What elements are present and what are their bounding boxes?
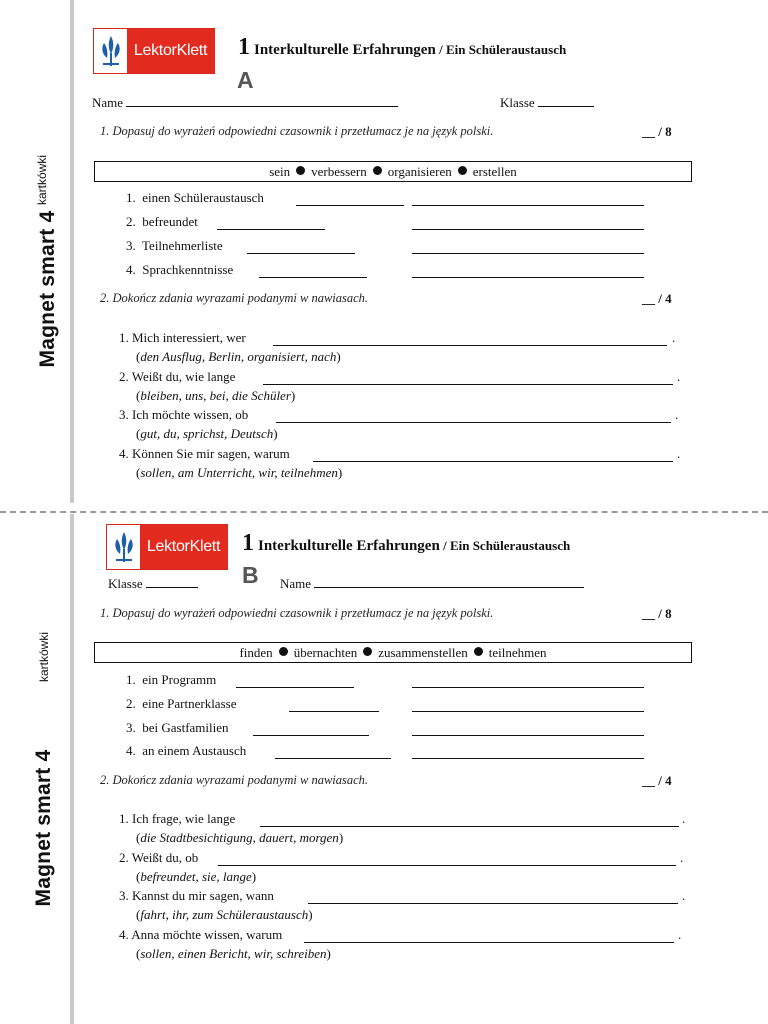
- task2-item: 1. Ich frage, wie lange: [119, 811, 236, 826]
- sentence-end: .: [682, 811, 686, 826]
- answer-blank[interactable]: [275, 758, 391, 759]
- class-blank[interactable]: [538, 95, 594, 107]
- sentence-end: .: [677, 369, 681, 384]
- margin-bar: [70, 514, 74, 1024]
- translation-blank[interactable]: [412, 205, 644, 206]
- publisher-logo: [106, 524, 228, 570]
- sentence-end: .: [675, 407, 679, 422]
- answer-blank[interactable]: [308, 903, 678, 904]
- word-hint: (bleiben, uns, bei, die Schüler): [136, 388, 296, 403]
- unit-subtitle: Ein Schüleraustausch: [449, 538, 571, 553]
- name-label: Name: [92, 95, 124, 110]
- bullet-icon: [363, 647, 372, 656]
- name-blank[interactable]: [314, 576, 584, 588]
- sentence-end: .: [680, 850, 684, 865]
- task1-item: 2. eine Partnerklasse: [126, 696, 237, 711]
- answer-blank[interactable]: [313, 461, 673, 462]
- class-field[interactable]: [108, 576, 198, 592]
- translation-blank[interactable]: [412, 229, 644, 230]
- word-option: verbessern: [311, 163, 367, 179]
- task2-instruction: 2. Dokończ zdania wyrazami podanymi w nawiasach.: [100, 291, 369, 305]
- answer-blank[interactable]: [253, 735, 369, 736]
- word-hint: (gut, du, sprichst, Deutsch): [136, 426, 278, 441]
- task1-item: 3. Teilnehmerliste: [126, 238, 223, 253]
- translation-blank[interactable]: [412, 253, 644, 254]
- series-title: Magnet smart 4: [36, 210, 59, 368]
- name-label: Name: [280, 576, 312, 591]
- bullet-icon: [474, 647, 483, 656]
- word-hint: (die Stadtbesichtigung, dauert, morgen): [136, 830, 344, 845]
- task2-points: __ / 4: [642, 291, 672, 306]
- publisher-logo: [93, 28, 215, 74]
- unit-title: Interkulturelle Erfahrungen: [254, 42, 436, 58]
- page-title: [242, 530, 570, 557]
- version-letter: B: [242, 562, 259, 588]
- sentence-end: .: [677, 446, 681, 461]
- task2-item: 1. Mich interessiert, wer: [119, 330, 246, 345]
- unit-number: 1: [242, 530, 254, 556]
- logo-text: LektorKlett: [127, 29, 214, 73]
- series-title: Magnet smart 4: [32, 749, 55, 907]
- task1-item: 4. Sprachkenntnisse: [126, 262, 234, 277]
- series-type: kartkówki: [35, 155, 49, 206]
- word-option: übernachten: [293, 644, 358, 660]
- task2-instruction: 2. Dokończ zdania wyrazami podanymi w nawiasach.: [100, 773, 369, 787]
- bullet-icon: [296, 166, 305, 175]
- word-hint: (fahrt, ihr, zum Schüleraustausch): [136, 907, 313, 922]
- word-box: [94, 642, 692, 663]
- answer-blank[interactable]: [296, 205, 404, 206]
- version-letter: A: [237, 67, 254, 93]
- answer-blank[interactable]: [276, 422, 671, 423]
- task1-points: __ / 8: [642, 606, 672, 621]
- translation-blank[interactable]: [412, 735, 644, 736]
- unit-subtitle: Ein Schüleraustausch: [445, 42, 567, 57]
- answer-blank[interactable]: [273, 345, 667, 346]
- name-field[interactable]: [280, 576, 584, 592]
- task1-item: 1. einen Schüleraustausch: [126, 190, 264, 205]
- answer-blank[interactable]: [247, 253, 355, 254]
- sentence-end: .: [682, 888, 686, 903]
- word-hint: (sollen, am Unterricht, wir, teilnehmen): [136, 465, 343, 480]
- task2-item: 3. Ich möchte wissen, ob: [119, 407, 249, 422]
- answer-blank[interactable]: [263, 384, 673, 385]
- name-blank[interactable]: [126, 95, 398, 107]
- answer-blank[interactable]: [236, 687, 354, 688]
- word-option: finden: [239, 644, 273, 660]
- sentence-end: .: [678, 927, 682, 942]
- page-title: [238, 34, 566, 61]
- bullet-icon: [458, 166, 467, 175]
- margin-bar: [70, 0, 74, 503]
- answer-blank[interactable]: [304, 942, 674, 943]
- word-hint: (den Ausflug, Berlin, organisiert, nach): [136, 349, 341, 364]
- answer-blank[interactable]: [289, 711, 379, 712]
- task1-item: 4. an einem Austausch: [126, 743, 247, 758]
- answer-blank[interactable]: [260, 826, 679, 827]
- word-option: zusammenstellen: [378, 644, 468, 660]
- word-hint: (befreundet, sie, lange): [136, 869, 257, 884]
- task1-instruction: 1. Dopasuj do wyrażeń odpowiedni czasownik i przetłumacz je na język polski.: [100, 606, 494, 620]
- bullet-icon: [279, 647, 288, 656]
- klett-leaf-icon: [94, 29, 127, 73]
- task2-item: 4. Anna möchte wissen, warum: [119, 927, 283, 942]
- answer-blank[interactable]: [259, 277, 367, 278]
- title-separator: /: [435, 42, 446, 57]
- task1-item: 2. befreundet: [126, 214, 198, 229]
- class-label: Klasse: [108, 576, 143, 591]
- name-field[interactable]: [92, 95, 398, 111]
- task1-item: 1. ein Programm: [126, 672, 217, 687]
- answer-blank[interactable]: [217, 229, 325, 230]
- klett-leaf-icon: [107, 525, 140, 569]
- task1-points: __ / 8: [642, 124, 672, 139]
- task1-instruction: 1. Dopasuj do wyrażeń odpowiedni czasownik i przetłumacz je na język polski.: [100, 124, 494, 138]
- unit-title: Interkulturelle Erfahrungen: [258, 538, 440, 554]
- answer-blank[interactable]: [218, 865, 676, 866]
- unit-number: 1: [238, 34, 250, 60]
- title-separator: /: [439, 538, 450, 553]
- class-label: Klasse: [500, 95, 535, 110]
- task2-item: 2. Weißt du, wie lange: [119, 369, 236, 384]
- task2-item: 3. Kannst du mir sagen, wann: [119, 888, 274, 903]
- word-option: organisieren: [387, 163, 452, 179]
- word-option: teilnehmen: [488, 644, 547, 660]
- translation-blank[interactable]: [412, 277, 644, 278]
- word-hint: (sollen, einen Bericht, wir, schreiben): [136, 946, 331, 961]
- task2-item: 4. Können Sie mir sagen, warum: [119, 446, 290, 461]
- translation-blank[interactable]: [412, 711, 644, 712]
- word-box: [94, 161, 692, 182]
- logo-text: LektorKlett: [140, 525, 227, 569]
- task1-item: 3. bei Gastfamilien: [126, 720, 229, 735]
- task2-item: 2. Weißt du, ob: [119, 850, 199, 865]
- word-option: sein: [269, 163, 291, 179]
- series-type: kartkówki: [37, 632, 51, 683]
- word-option: erstellen: [472, 163, 517, 179]
- bullet-icon: [373, 166, 382, 175]
- class-field[interactable]: [500, 95, 594, 111]
- class-blank[interactable]: [146, 576, 198, 588]
- sentence-end: .: [672, 330, 676, 345]
- task2-points: __ / 4: [642, 773, 672, 788]
- translation-blank[interactable]: [412, 687, 644, 688]
- cut-line: [0, 511, 768, 513]
- translation-blank[interactable]: [412, 758, 644, 759]
